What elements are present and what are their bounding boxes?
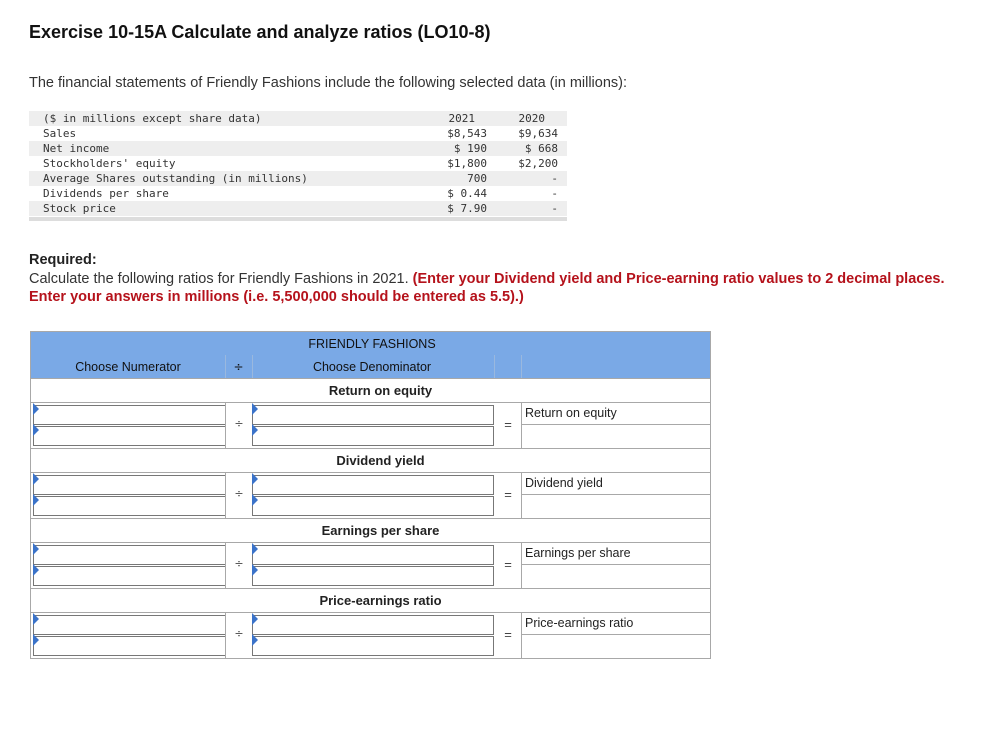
company-name: FRIENDLY FASHIONS bbox=[308, 337, 436, 351]
ratio-header bbox=[31, 332, 710, 379]
row-2021-value: $ 190 bbox=[453, 142, 487, 155]
column-divider bbox=[225, 403, 226, 448]
row-label: Dividends per share bbox=[43, 187, 169, 200]
section-title-return-on-equity: Return on equity bbox=[31, 379, 710, 403]
row-2021-value: $ 0.44 bbox=[447, 187, 487, 200]
numerator-input-1[interactable] bbox=[33, 405, 226, 425]
row-2020-value: $2,200 bbox=[518, 157, 558, 170]
ratio-worksheet bbox=[30, 331, 711, 659]
row-label: Net income bbox=[43, 142, 110, 155]
row-2021-value: 700 bbox=[467, 172, 487, 185]
denominator-input-1[interactable] bbox=[252, 475, 494, 495]
table-row bbox=[29, 156, 567, 171]
section-earnings-per-share bbox=[31, 543, 710, 589]
table-row bbox=[29, 141, 567, 156]
row-2020-value: $ 668 bbox=[524, 142, 558, 155]
data-table-header bbox=[29, 111, 567, 126]
row-label: Sales bbox=[43, 127, 77, 140]
denominator-input-1[interactable] bbox=[252, 545, 494, 565]
table-row bbox=[29, 201, 567, 216]
header-divider bbox=[225, 355, 226, 378]
result-label-return-on-equity: Return on equity bbox=[521, 403, 710, 425]
required-instructions bbox=[29, 270, 959, 306]
row-label: Stockholders' equity bbox=[43, 157, 176, 170]
section-return-on-equity bbox=[31, 403, 710, 449]
required-heading: Required: bbox=[29, 252, 97, 268]
equals-icon: = bbox=[504, 557, 512, 572]
denominator-input-1[interactable] bbox=[252, 405, 494, 425]
numerator-input-2[interactable] bbox=[33, 496, 226, 516]
header-divider bbox=[494, 355, 495, 378]
equals-icon: = bbox=[504, 417, 512, 432]
divide-icon: ÷ bbox=[233, 360, 244, 374]
section-title-earnings-per-share: Earnings per share bbox=[31, 519, 710, 543]
row-2021-value: $8,543 bbox=[447, 127, 487, 140]
section-title-dividend-yield: Dividend yield bbox=[31, 449, 710, 473]
equals-icon: = bbox=[504, 487, 512, 502]
row-2021-value: $1,800 bbox=[447, 157, 487, 170]
denominator-input-2[interactable] bbox=[252, 636, 494, 656]
table-row bbox=[29, 186, 567, 201]
row-2020-value: $9,634 bbox=[518, 127, 558, 140]
intro-text: The financial statements of Friendly Fashions include the following selected data (in millions): bbox=[29, 75, 628, 91]
numerator-input-2[interactable] bbox=[33, 426, 226, 446]
column-divider bbox=[225, 613, 226, 658]
result-label-price-earnings-ratio: Price-earnings ratio bbox=[521, 613, 710, 635]
required-text: Calculate the following ratios for Friendly Fashions in 2021. bbox=[29, 271, 409, 287]
denominator-input-1[interactable] bbox=[252, 615, 494, 635]
denominator-header: Choose Denominator bbox=[312, 360, 432, 374]
result-label-earnings-per-share: Earnings per share bbox=[521, 543, 710, 565]
header-label: ($ in millions except share data) bbox=[43, 112, 262, 125]
divide-icon: ÷ bbox=[234, 487, 244, 500]
divide-icon: ÷ bbox=[234, 557, 244, 570]
numerator-input-1[interactable] bbox=[33, 475, 226, 495]
page-title: Exercise 10-15A Calculate and analyze ratios (LO10-8) bbox=[29, 22, 491, 42]
section-dividend-yield bbox=[31, 473, 710, 519]
required-emphasis: (Enter your Dividend yield and Price-earning ratio values to 2 decimal places. Enter your answers in millions (i.e. 5,500,000 should be entered as 5.5).) bbox=[29, 271, 945, 305]
result-label-dividend-yield: Dividend yield bbox=[521, 473, 710, 495]
row-label: Stock price bbox=[43, 202, 116, 215]
denominator-input-2[interactable] bbox=[252, 496, 494, 516]
column-divider bbox=[225, 543, 226, 588]
header-2020: 2020 bbox=[518, 112, 545, 125]
row-2021-value: $ 7.90 bbox=[447, 202, 487, 215]
row-2020-value: - bbox=[551, 202, 558, 215]
row-2020-value: - bbox=[551, 187, 558, 200]
table-bottom-divider bbox=[29, 217, 567, 221]
divide-icon: ÷ bbox=[234, 417, 244, 430]
financial-data-table bbox=[29, 111, 567, 221]
column-divider bbox=[225, 473, 226, 518]
denominator-input-2[interactable] bbox=[252, 566, 494, 586]
header-2021: 2021 bbox=[448, 112, 475, 125]
divide-icon: ÷ bbox=[234, 627, 244, 640]
table-row bbox=[29, 126, 567, 141]
header-divider bbox=[252, 355, 253, 378]
table-row bbox=[29, 171, 567, 186]
section-title-price-earnings-ratio: Price-earnings ratio bbox=[31, 589, 710, 613]
row-2020-value: - bbox=[551, 172, 558, 185]
numerator-input-2[interactable] bbox=[33, 566, 226, 586]
numerator-header: Choose Numerator bbox=[75, 360, 181, 374]
numerator-input-1[interactable] bbox=[33, 545, 226, 565]
denominator-input-2[interactable] bbox=[252, 426, 494, 446]
numerator-input-1[interactable] bbox=[33, 615, 226, 635]
equals-icon: = bbox=[504, 627, 512, 642]
header-divider bbox=[521, 355, 522, 378]
section-price-earnings-ratio bbox=[31, 613, 710, 658]
numerator-input-2[interactable] bbox=[33, 636, 226, 656]
row-label: Average Shares outstanding (in millions) bbox=[43, 172, 308, 185]
